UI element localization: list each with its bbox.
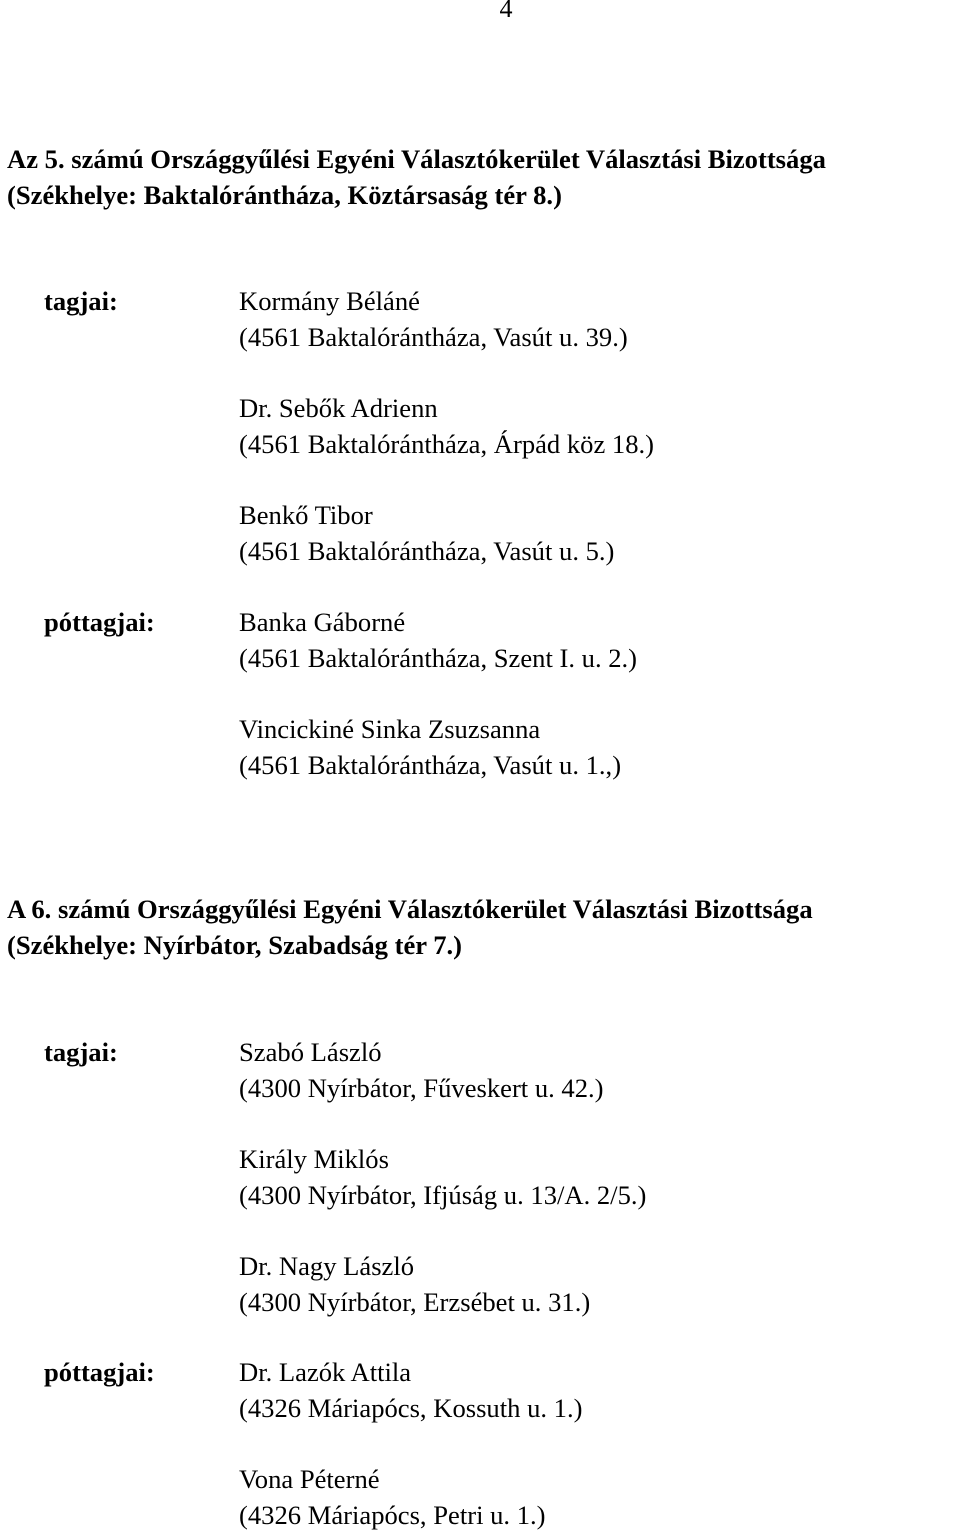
substitute-name: Dr. Lazók Attila (239, 1357, 412, 1387)
member-name: Benkő Tibor (239, 500, 373, 530)
member-address: (4561 Baktalórántháza, Vasút u. 5.) (239, 535, 615, 566)
member-entry (239, 1142, 646, 1213)
substitute-address: (4326 Máriapócs, Petri u. 1.) (239, 1499, 546, 1530)
committee-section-5 (7, 142, 957, 780)
member-name: Kormány Béláné (239, 286, 420, 316)
substitute-entry (239, 605, 637, 676)
member-entry (239, 1035, 604, 1106)
substitute-entry (239, 1355, 582, 1426)
member-name: Dr. Nagy László (239, 1251, 415, 1281)
member-entry (239, 284, 628, 355)
member-name: Király Miklós (239, 1144, 389, 1174)
section-heading-line1: A 6. számú Országgyűlési Egyéni Választókerület Választási Bizottsága (7, 894, 813, 924)
members-label: tagjai: (44, 286, 118, 316)
section-heading-line2: (Székhelye: Nyírbátor, Szabadság tér 7.) (7, 929, 463, 960)
member-address: (4300 Nyírbátor, Erzsébet u. 31.) (239, 1286, 591, 1317)
committee-section-6 (7, 892, 957, 1530)
member-address: (4300 Nyírbátor, Ifjúság u. 13/A. 2/5.) (239, 1179, 647, 1210)
members-label: tagjai: (44, 1037, 118, 1067)
member-address: (4561 Baktalórántháza, Vasút u. 39.) (239, 321, 628, 352)
substitutes-label: póttagjai: (44, 607, 155, 637)
substitute-address: (4561 Baktalórántháza, Vasút u. 1.,) (239, 749, 622, 780)
member-address: (4300 Nyírbátor, Fűveskert u. 42.) (239, 1072, 604, 1103)
substitute-address: (4561 Baktalórántháza, Szent I. u. 2.) (239, 642, 638, 673)
substitute-entry (239, 1462, 546, 1533)
substitute-name: Banka Gáborné (239, 607, 406, 637)
substitute-name: Vona Péterné (239, 1464, 380, 1494)
member-name: Szabó László (239, 1037, 382, 1067)
page-number: 4 (499, 0, 513, 23)
section-heading-line1: Az 5. számú Országgyűlési Egyéni Választókerület Választási Bizottsága (7, 144, 826, 174)
substitute-entry (239, 712, 621, 783)
section-heading-line2: (Székhelye: Baktalórántháza, Köztársaság tér 8.) (7, 179, 562, 210)
member-address: (4561 Baktalórántháza, Árpád köz 18.) (239, 428, 655, 459)
member-entry (239, 391, 654, 462)
substitute-name: Vincickiné Sinka Zsuzsanna (239, 714, 541, 744)
substitute-address: (4326 Máriapócs, Kossuth u. 1.) (239, 1392, 583, 1423)
substitutes-label: póttagjai: (44, 1357, 155, 1387)
member-entry (239, 1249, 590, 1320)
member-name: Dr. Sebők Adrienn (239, 393, 438, 423)
member-entry (239, 498, 614, 569)
